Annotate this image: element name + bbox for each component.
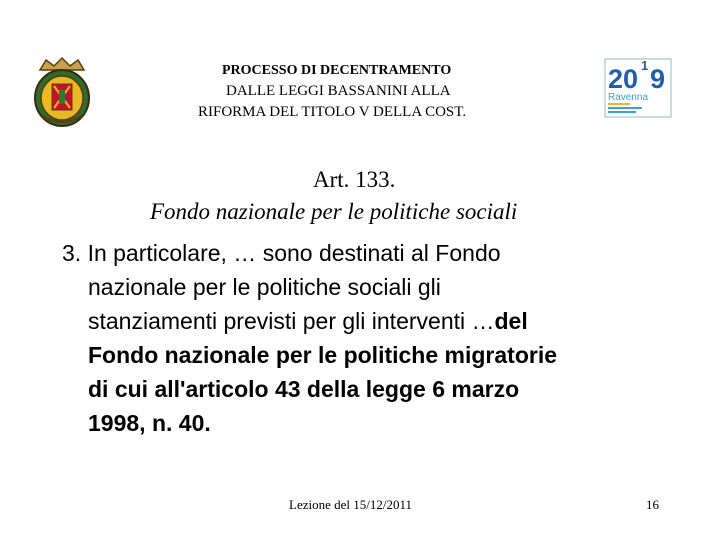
body-line-6: 1998, n. 40. [88,410,211,436]
svg-text:Ravenna: Ravenna [608,92,649,103]
article-title: Fondo nazionale per le politiche sociali [150,199,518,224]
header-line-1: PROCESSO DI DECENTRAMENTO [222,63,452,78]
province-crest-icon [32,56,92,130]
body-line-1: 3. In particolare, … sono destinati al Fondo [62,240,501,266]
body-line-4: Fondo nazionale per le politiche migratorie [88,342,558,368]
svg-text:1: 1 [641,58,649,73]
page-number: 16 [646,497,659,512]
article-number: Art. 133. [313,167,396,192]
header-line-2: DALLE LEGGI BASSANINI ALLA [226,83,451,99]
body-line-2: nazionale per le politiche sociali gli [88,274,441,300]
header-line-3: RIFORMA DEL TITOLO V DELLA COST. [198,104,467,120]
body-line-3 [62,304,702,338]
svg-text:20: 20 [608,64,639,94]
article-body [62,236,702,440]
footer-date: Lezione del 15/12/2011 [289,497,412,512]
svg-text:9: 9 [650,64,666,94]
body-line-3-normal: stanziamenti previsti per gli interventi … [88,308,495,334]
body-line-5: di cui all'articolo 43 della legge 6 marzo [88,376,520,402]
body-line-3-bold: del [494,308,528,334]
lesson-header [190,60,530,123]
ravenna-2019-logo-icon [604,58,672,118]
